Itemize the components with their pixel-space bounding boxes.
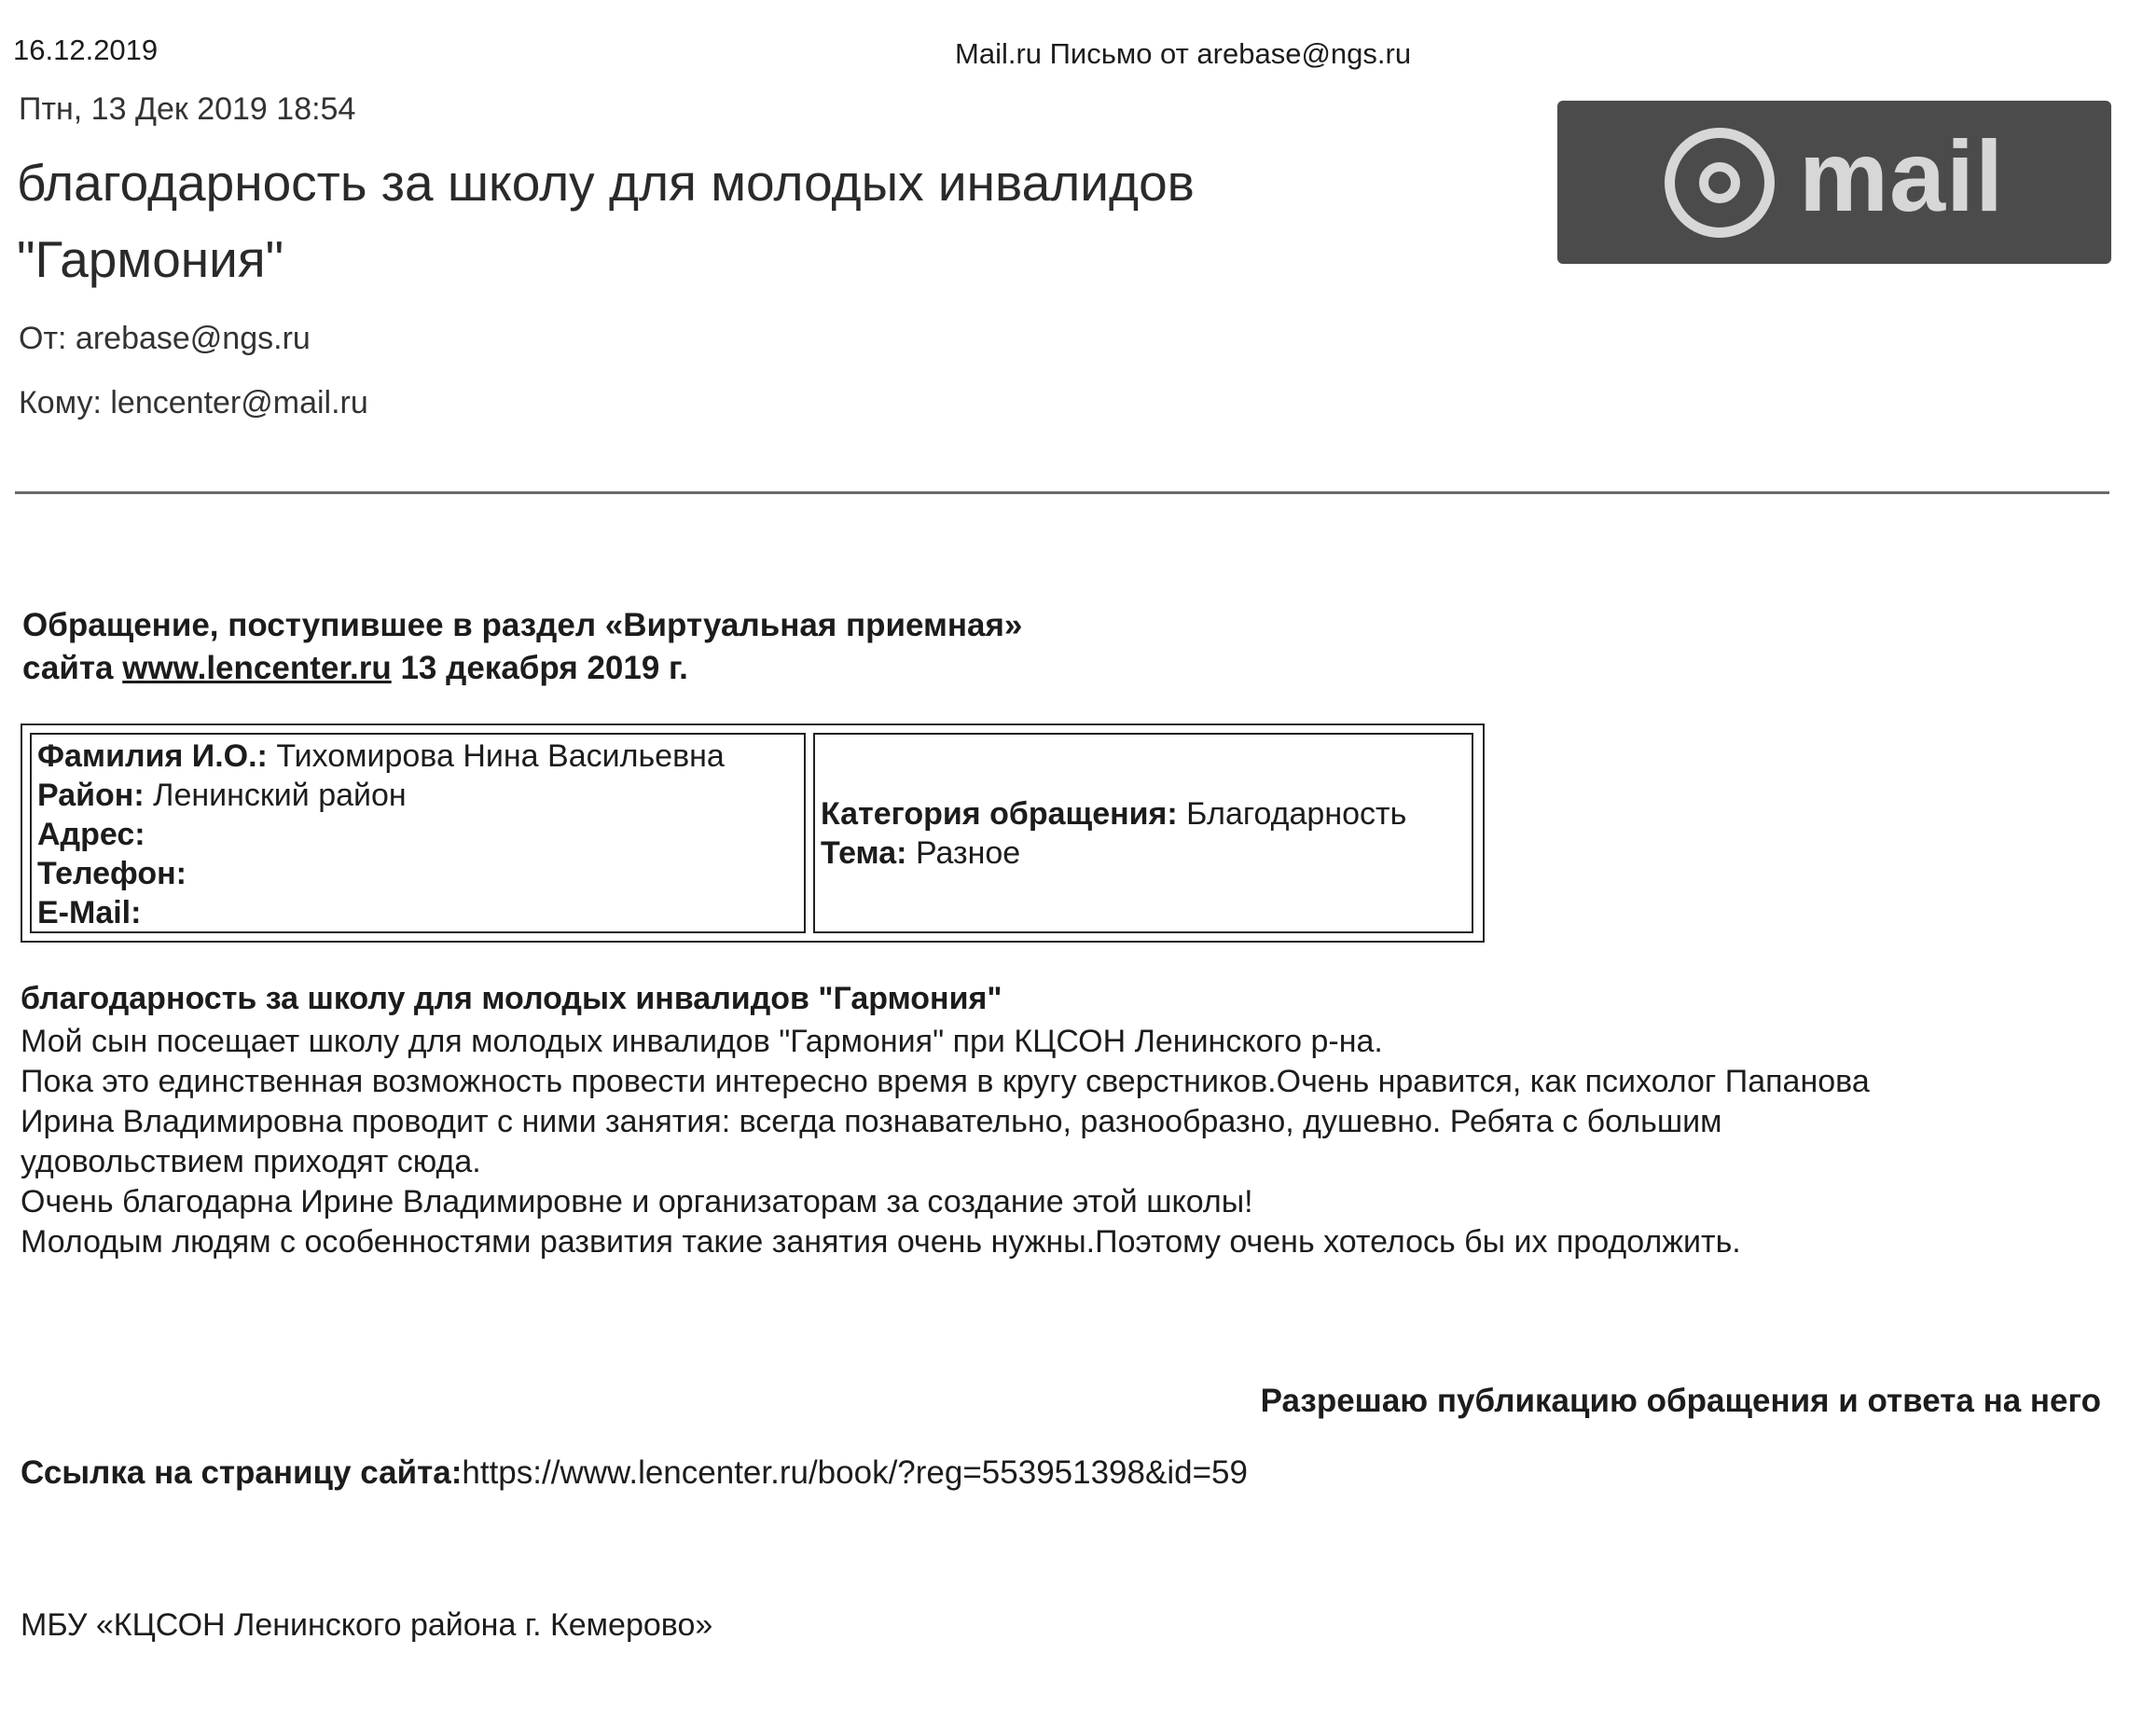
district-value: Ленинский район (153, 778, 407, 813)
email-label: E-Mail: (37, 895, 142, 930)
body-line: Мой сын посещает школу для молодых инвалидов "Гармония" при КЦСОН Ленинского р-на. (21, 1024, 1383, 1059)
phone-row (37, 854, 798, 893)
page-link-row (21, 1454, 1248, 1492)
mail-logo (1557, 101, 2111, 264)
applicant-cell (30, 733, 806, 933)
category-row (821, 794, 1466, 834)
category-cell (813, 733, 1473, 933)
appeal-heading-line-2 (22, 647, 1235, 690)
publish-permission: Разрешаю публикацию обращения и ответа на него (1260, 1383, 2101, 1419)
category-value: Благодарность (1186, 795, 1407, 832)
from-label: От: (19, 321, 67, 356)
to-address[interactable]: lencenter@mail.ru (110, 385, 368, 420)
category-label: Категория обращения: (821, 795, 1178, 832)
appeal-body-title: благодарность за школу для молодых инвалидов "Гармония" (21, 981, 1002, 1016)
heading-suffix: 13 декабря 2019 г. (400, 650, 688, 686)
appeal-heading-line-1: Обращение, поступившее в раздел «Виртуальная приемная» (22, 607, 1023, 643)
appeal-info-table (21, 723, 1485, 943)
heading-prefix: сайта (22, 650, 114, 686)
header-divider (15, 491, 2109, 494)
address-row (37, 815, 798, 854)
from-row (19, 321, 311, 357)
page-link-label: Ссылка на страницу сайта: (21, 1454, 463, 1491)
district-label: Район: (37, 778, 145, 813)
message-date: Птн, 13 Дек 2019 18:54 (19, 91, 356, 127)
message-subject (17, 145, 1472, 297)
body-line: Очень благодарна Ирине Владимировне и организаторам за создание этой школы! (21, 1184, 1253, 1219)
page-link-url[interactable]: https://www.lencenter.ru/book/?reg=553951398&id=59 (462, 1454, 1248, 1491)
appeal-heading (22, 604, 1235, 690)
topic-row (821, 834, 1466, 873)
topic-value: Разное (915, 834, 1021, 871)
subject-line-1: благодарность за школу для молодых инвалидов (17, 154, 1195, 212)
district-row (37, 776, 798, 815)
name-label: Фамилия И.О.: (37, 738, 268, 774)
email-row (37, 893, 798, 932)
at-sign-icon (1665, 128, 1775, 238)
name-row (37, 737, 798, 776)
logo-text: mail (1798, 118, 2005, 232)
site-link[interactable]: www.lencenter.ru (122, 650, 392, 686)
to-label: Кому: (19, 385, 102, 420)
topic-label: Тема: (821, 834, 907, 871)
subject-line-2: "Гармония" (17, 230, 284, 288)
print-header-title: Mail.ru Письмо от arebase@ngs.ru (955, 37, 1412, 70)
body-line: Ирина Владимировна проводит с ними занятия: всегда познавательно, разнообразно, душевно. Ребята с большим (21, 1104, 1722, 1139)
appeal-body-text (21, 1022, 2109, 1262)
to-row (19, 385, 368, 421)
body-line: удовольствием приходят сюда. (21, 1144, 481, 1179)
address-label: Адрес: (37, 817, 145, 852)
phone-label: Телефон: (37, 856, 187, 891)
print-date: 16.12.2019 (13, 34, 159, 66)
body-line: Пока это единственная возможность провести интересно время в кругу сверстников.Очень нравится, как психолог Папанова (21, 1064, 1870, 1099)
body-line: Молодым людям с особенностями развития такие занятия очень нужны.Поэтому очень хотелось бы их продолжить. (21, 1224, 1741, 1260)
organization-name: МБУ «КЦСОН Ленинского района г. Кемерово» (21, 1607, 713, 1643)
from-address[interactable]: arebase@ngs.ru (75, 321, 311, 356)
name-value: Тихомирова Нина Васильевна (276, 738, 725, 774)
